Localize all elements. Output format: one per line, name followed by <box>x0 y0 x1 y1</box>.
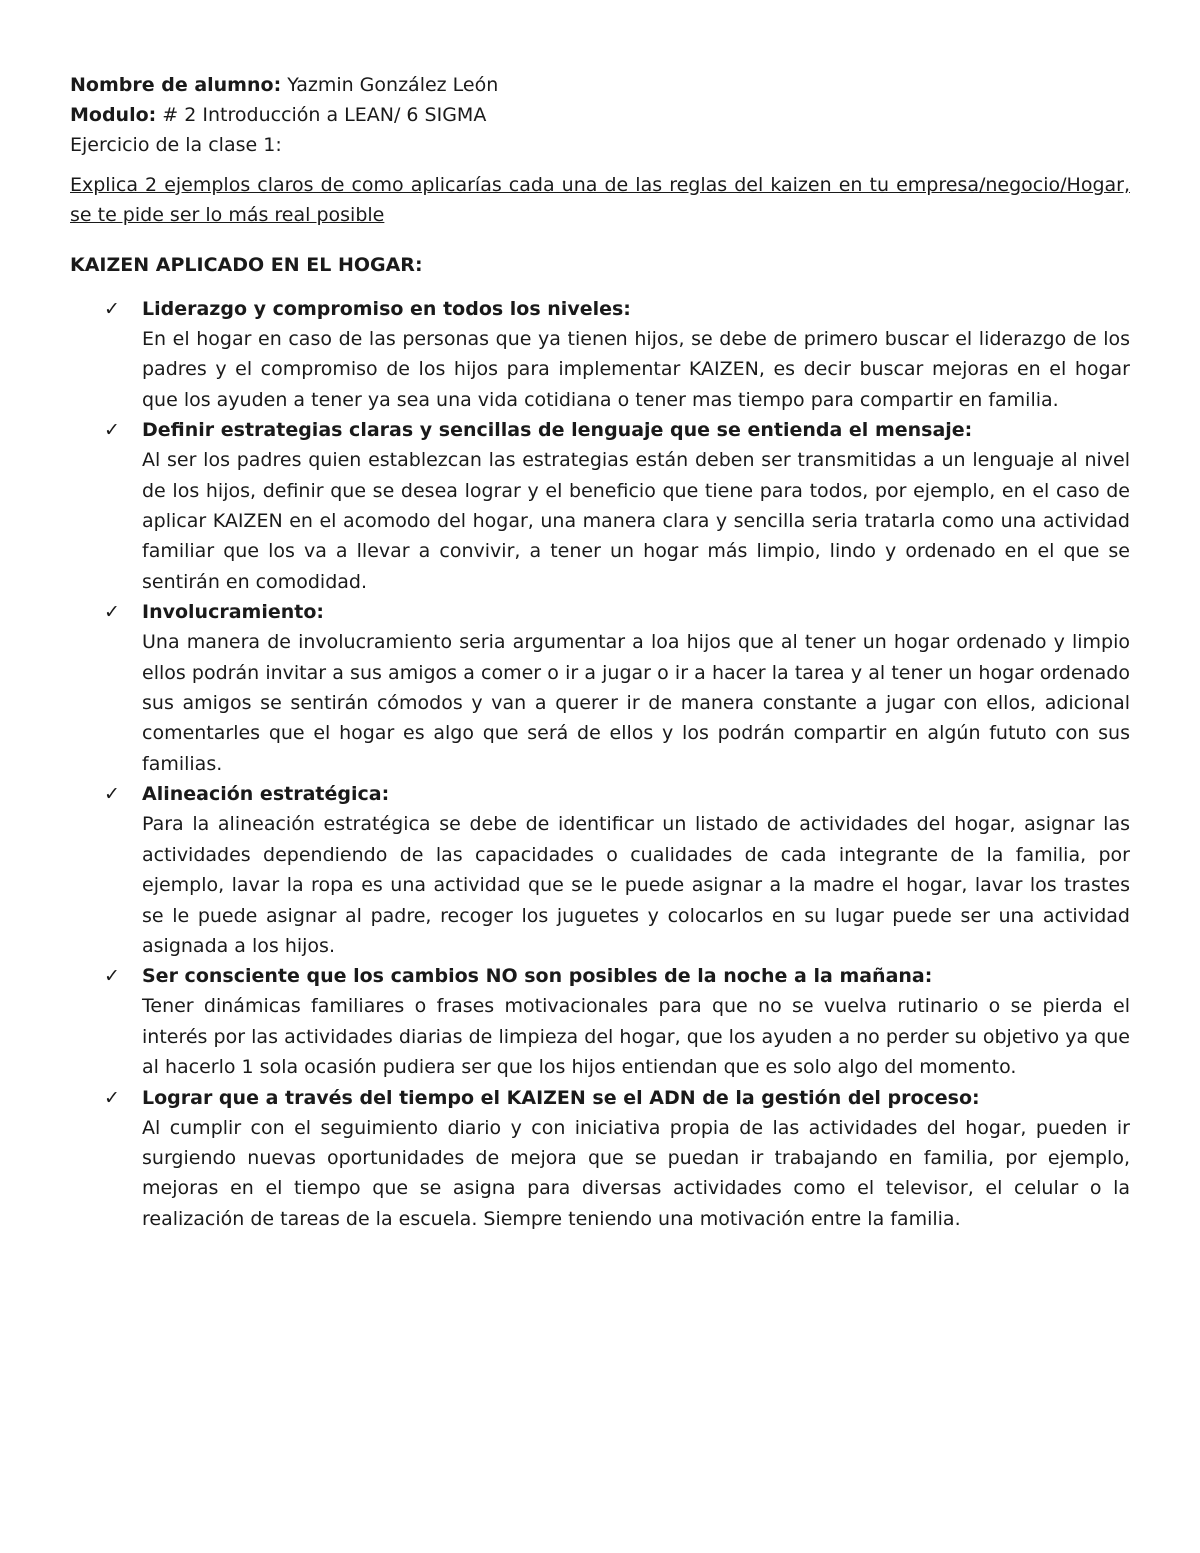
rule-title: Involucramiento: <box>142 601 324 624</box>
student-name-label: Nombre de alumno: <box>70 74 282 96</box>
rule-body: Al ser los padres quien establezcan las estrategias están deben ser transmitidas a un lenguaje al nivel de los hijos, definir que se desea lograr y el beneficio que tiene para todos, por ejemplo, en el caso de aplicar KAIZEN en el acomodo del hogar, una manera clara y sencilla seria tratarla como una actividad familiar que los va a llevar a convivir, a tener un hogar más limpio, lindo y ordenado en el que se sentirán en comodidad. <box>142 449 1130 593</box>
check-icon: ✓ <box>104 783 120 806</box>
instruction-text: Explica 2 ejemplos claros de como aplicarías cada una de las reglas del kaizen en tu empresa/negocio/Hogar, se te pide ser lo más real posible <box>70 174 1130 226</box>
rule-title: Liderazgo y compromiso en todos los niveles: <box>142 298 631 320</box>
rule-title: Lograr que a través del tiempo el KAIZEN se el ADN de la gestión del proceso: <box>142 1086 980 1109</box>
rule-body: Al cumplir con el seguimiento diario y con iniciativa propia de las actividades del hogar, pueden ir surgiendo nuevas oportunidades de mejora que se puedan ir trabajando en familia, por ejemplo, mejoras en el tiempo que se asigna para diversas actividades como el televisor, el celular o la realización de tareas de la escuela. Siempre teniendo una motivación entre la familia. <box>142 1116 1130 1230</box>
rule-title: Ser consciente que los cambios NO son posibles de la noche a la mañana: <box>142 965 933 988</box>
document-page <box>70 70 1130 1234</box>
module-line <box>70 100 1130 130</box>
rule-body: Una manera de involucramiento seria argumentar a loa hijos que al tener un hogar ordenado y limpio ellos podrán invitar a sus amigos a comer o ir a jugar o ir a hacer la tarea y al tener un hogar ordenado sus amigos se sentirán cómodos y van a querer ir de manera constante a jugar con ellos, adicional comentarles que el hogar es algo que será de ellos y los podrán compartir en algún fututo con sus familias. <box>142 631 1130 775</box>
module-label: Modulo: <box>70 104 157 126</box>
section-title: KAIZEN APLICADO EN EL HOGAR: <box>70 254 423 276</box>
rule-item-leadership <box>70 294 1130 415</box>
check-icon: ✓ <box>104 1086 120 1109</box>
rule-item-alignment <box>70 779 1130 961</box>
rule-body: Para la alineación estratégica se debe de identificar un listado de actividades del hogar, asignar las actividades dependiendo de las capacidades o cualidades de cada integrante de la familia, por ejemplo, lavar la ropa es una actividad que se le puede asignar a la madre el hogar, lavar los trastes se le puede asignar al padre, recoger los juguetes y colocarlos en su lugar puede ser una actividad asignada a los hijos. <box>142 813 1130 957</box>
check-icon: ✓ <box>104 298 120 320</box>
student-name-value: Yazmin González León <box>281 74 499 96</box>
check-icon: ✓ <box>104 601 120 624</box>
rule-title: Definir estrategias claras y sencillas de lenguaje que se entienda el mensaje: <box>142 419 973 442</box>
kaizen-rules-list <box>70 294 1130 1234</box>
rule-body: En el hogar en caso de las personas que ya tienen hijos, se debe de primero buscar el liderazgo de los padres y el compromiso de los hijos para implementar KAIZEN, es decir buscar mejoras en el hogar que los ayuden a tener ya sea una vida cotidiana o tener mas tiempo para compartir en familia. <box>142 328 1130 411</box>
rule-item-involvement <box>70 597 1130 779</box>
check-icon: ✓ <box>104 419 120 442</box>
exercise-line: Ejercicio de la clase 1: <box>70 134 282 156</box>
rule-item-strategies <box>70 415 1130 597</box>
rule-title: Alineación estratégica: <box>142 783 390 806</box>
check-icon: ✓ <box>104 965 120 988</box>
student-name-line <box>70 70 1130 100</box>
rule-body: Tener dinámicas familiares o frases motivacionales para que no se vuelva rutinario o se pierda el interés por las actividades diarias de limpieza del hogar, que los ayuden a no perder su objetivo ya que al hacerlo 1 sola ocasión pudiera ser que los hijos entiendan que es solo algo del momento. <box>142 995 1130 1079</box>
module-value: # 2 Introducción a LEAN/ 6 SIGMA <box>156 104 487 126</box>
rule-item-dna <box>70 1083 1130 1235</box>
rule-item-awareness <box>70 961 1130 1082</box>
